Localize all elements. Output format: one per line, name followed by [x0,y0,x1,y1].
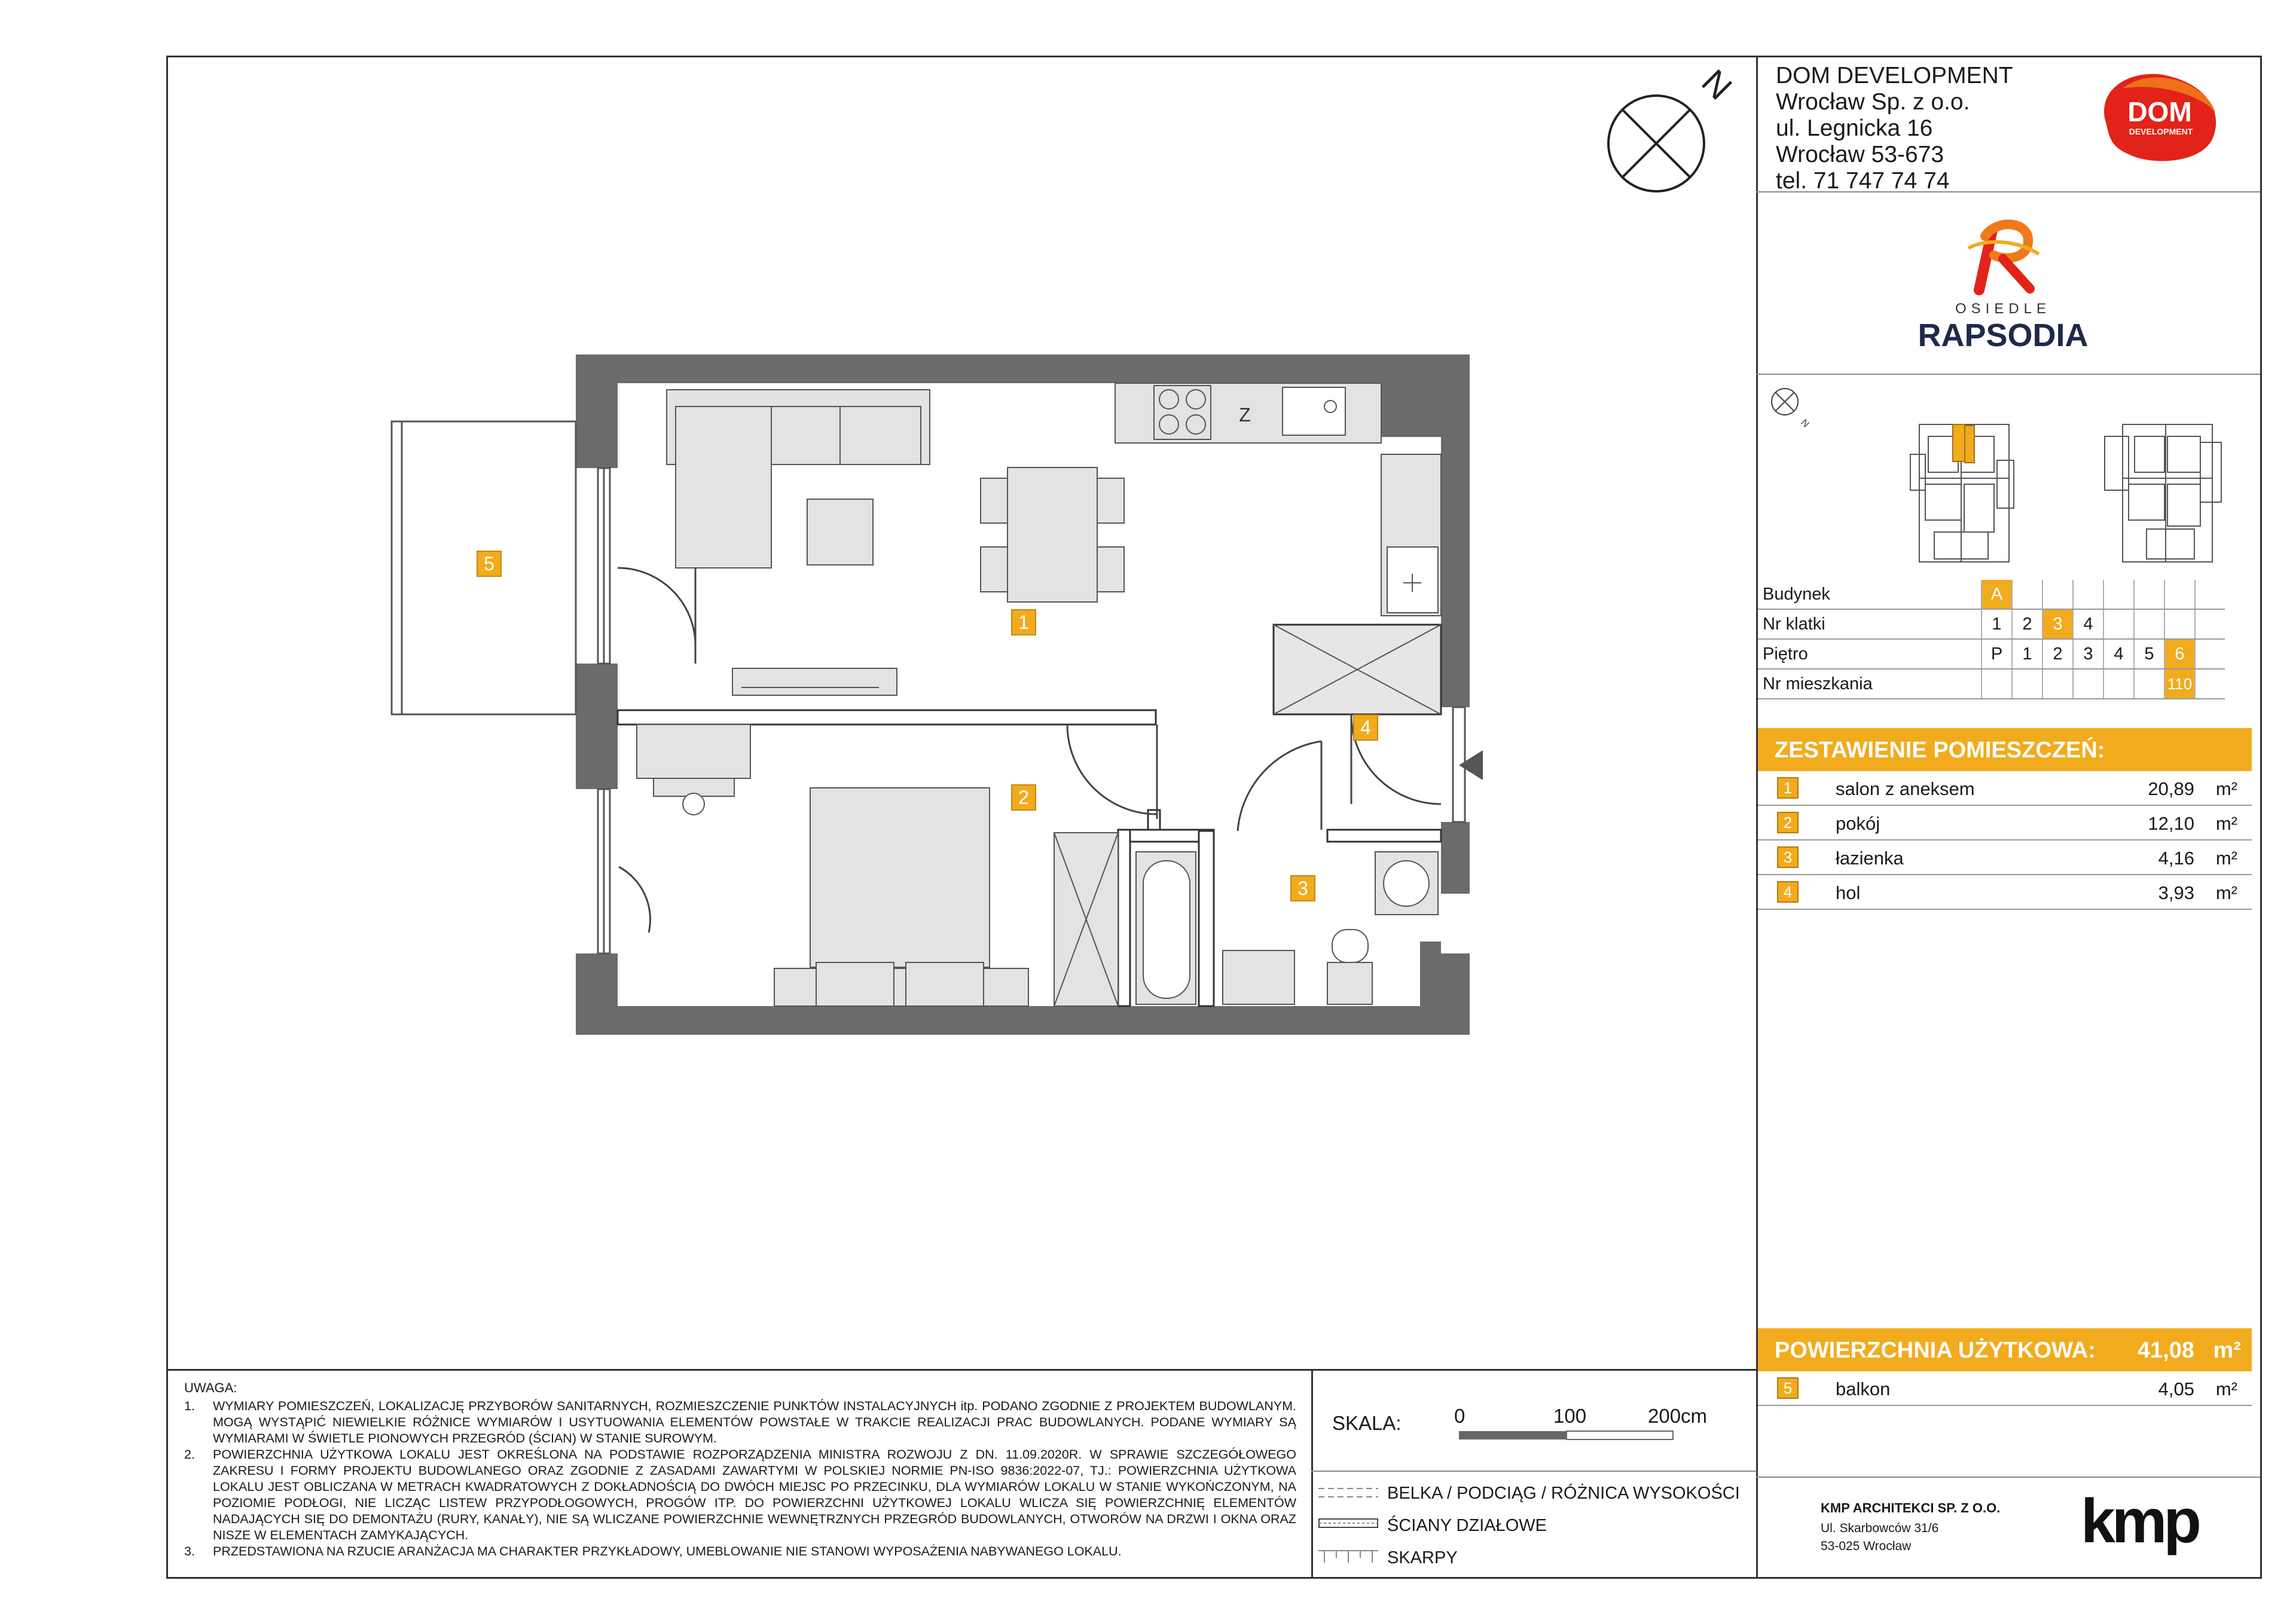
logo-dom-text: DOM [2127,96,2192,127]
dom-development-logo [2087,65,2230,166]
notes-divider [166,1369,1757,1371]
balcony-unit: m² [2215,1379,2237,1399]
floor-cell-3: 3 [2073,639,2103,669]
stair-cell-1: 1 [1981,609,2012,639]
room-badge: 4 [1777,881,1799,903]
note-number: 1. [184,1399,195,1413]
room-name: salon z aneksem [1836,778,1975,799]
usable-area-value: 41,08 [2137,1338,2194,1363]
floor-cell-2: 2 [2042,639,2073,669]
flat-number-cell: 110 [2164,669,2195,699]
usable-area-unit: m² [2213,1338,2241,1363]
scale-label: SKALA: [1332,1412,1402,1434]
room-badge: 1 [1777,777,1799,799]
room-area: 12,10 [2148,813,2194,834]
estate-divider [1756,374,2260,375]
stair-cell-4: 4 [2073,609,2103,639]
room-unit: m² [2215,848,2237,869]
stair-cell-2: 2 [2012,609,2042,639]
scale-tick-100: 100 [1553,1405,1587,1427]
room-3-badge: 3 [1290,875,1315,901]
room-name: pokój [1836,813,1880,834]
note-text: POWIERZCHNIA UŻYTKOWA LOKALU JEST OKREŚLONA NA PODSTAWIE ROZPORZĄDZENIA MINISTRA ROZWOJU Z DN. 11.09.2020R. W SPRAWIE SZCZEGÓŁOWEGO ZAKRESU I FORMY PROJEKTU BUDOWLANEGO ORAZ ZGODNIE Z ZASADAMI ZAWARTYMI W POLSKIEJ NORMIE PN-ISO 9836:2022-07, TJ.: POWIERZCHNIA UŻYTKOWA LOKALU JEST OBLICZANA W METRACH KWADRATOWYCH Z DOKŁADNOŚCIĄ DO DWÓCH MIEJSC PO PRZECINKU, DLA WYMIARÓW LOKALU W STANIE WYKOŃCZONYM, NA POZIOMIE PODŁOGI, NIE LICZĄC LISTEW PRZYPODŁOGOWYCH, PROGÓW ITP. DO POWIERZCHNI UŻYTKOWEJ LOKALU WLICZA SIĘ POWIERZCHNIĘ ELEMENTÓW NADAJĄCYCH SIĘ DO DEMONTAŻU (RURY, KANAŁY), NIE SĄ WLICZANE POWIERZCHNIE WEWNĘTRZNYCH PRZEGRÓD BUDOWLANYCH, OTWORÓW NA DRZWI I OKNA ORAZ NISZE W ELEMENTACH ZAMYKAJĄCYCH. [213,1447,1296,1542]
notes-heading: UWAGA: [184,1380,237,1395]
building-row [1758,580,2225,609]
company-city: Wrocław 53-673 [1776,142,1944,167]
room-area: 20,89 [2148,778,2194,799]
floor-cell-1: 1 [2012,639,2042,669]
balcony-badge: 5 [1777,1377,1799,1399]
estate-label: OSIEDLE [1955,301,2051,317]
legend-beam-text: BELKA / PODCIĄG / RÓŻNICA WYSOKOŚCI [1387,1484,1740,1503]
legend-slopes-symbol [1318,1548,1378,1564]
room-badge: 2 [1777,812,1799,833]
room-row [1758,840,2252,875]
room-badge: 3 [1777,846,1799,868]
legend-beam-symbol [1318,1484,1378,1502]
flat-row [1758,669,2225,699]
floor-cell-5: 5 [2134,639,2164,669]
architect-name: KMP ARCHITEKCI SP. Z O.O. [1821,1500,2001,1515]
balcony-name: balkon [1836,1379,1891,1399]
note-text: WYMIARY POMIESZCZEŃ, LOKALIZACJĘ PRZYBORÓW SANITARNYCH, ROZMIESZCZENIE PUNKTÓW INSTALACYJNYCH itp. PODANO ZGODNIE Z PROJEKTEM BUDOWLANYM. MOGĄ WYSTĄPIĆ NIEWIELKIE RÓŻNICE WYMIARÓW I USYTUOWANIA ELEMENTÓW POWSTAŁE W TRAKCIE REALIZACJI PRAC BUDOWLANYCH. PODANE WYMIARY SĄ WYMIARAMI W ŚWIETLE PIONOWYCH PRZEGRÓD (ŚCIAN) W STANIE SUROWYM. [213,1399,1296,1445]
company-address [1776,63,2013,194]
note-number: 3. [184,1544,195,1558]
balcony-row [1758,1371,2252,1406]
rooms-header-text: ZESTAWIENIE POMIESZCZEŃ: [1775,738,2105,763]
building-label: Budynek [1758,580,1981,609]
estate-name: RAPSODIA [1918,317,2089,353]
company-name: DOM DEVELOPMENT [1776,63,2013,88]
stair-row [1758,609,2225,639]
room-area: 3,93 [2158,882,2194,903]
key-plan-floor-b [2099,418,2224,565]
stair-cell-3: 3 [2042,609,2073,639]
company-street: ul. Legnicka 16 [1776,115,1933,141]
key-plan-floor-a [1907,418,2015,565]
usable-area-bar [1758,1328,2252,1371]
note-item [184,1447,1296,1543]
kmp-logo: kmp [2081,1487,2198,1556]
room-unit: m² [2215,813,2237,834]
room-row [1758,875,2252,910]
room-row [1758,771,2252,806]
room-unit: m² [2215,882,2237,903]
legend-walls-text: ŚCIANY DZIAŁOWE [1387,1516,1547,1535]
note-item [184,1398,1296,1447]
company-line2: Wrocław Sp. z o.o. [1776,89,1970,115]
room-name: łazienka [1836,848,1904,869]
stair-label: Nr klatki [1758,609,1981,639]
svg-text:N: N [1799,417,1811,430]
north-compass-icon [1602,60,1740,197]
compass-letter: N [1694,62,1739,108]
floor-label: Piętro [1758,639,1981,669]
scale-legend-divider [1311,1471,1757,1472]
balcony-area: 4,05 [2158,1379,2194,1399]
usable-area-label: POWIERZCHNIA UŻYTKOWA: [1775,1338,2096,1363]
note-number: 2. [184,1447,195,1462]
legend-slopes-text: SKARPY [1387,1548,1458,1567]
room-1-badge: 1 [1011,609,1036,635]
legend-walls-symbol [1318,1517,1378,1530]
architect-city: 53-025 Wrocław [1821,1539,1912,1553]
room-area: 4,16 [2158,848,2194,869]
location-table [1758,580,2225,699]
note-item [184,1543,1296,1560]
logo-development-text: DEVELOPMENT [2129,127,2193,136]
note-text: PRZEDSTAWIONA NA RZUCIE ARANŻACJA MA CHARAKTER PRZYKŁADOWY, UMEBLOWANIE NIE STANOWI WYPOSAŻENIA NABYWANEGO LOKALU. [213,1544,1122,1558]
architect-divider [1756,1477,2260,1478]
rooms-header [1758,728,2252,771]
floor-plan [383,347,1495,1040]
rapsodia-logo-mark [1961,212,2045,296]
company-phone: tel. 71 747 74 74 [1776,168,1950,194]
floor-row [1758,639,2225,669]
building-cell-a: A [1981,580,2012,609]
scale-tick-0: 0 [1454,1405,1465,1427]
floor-cell-6: 6 [2164,639,2195,669]
scale-tick-200: 200cm [1648,1405,1708,1427]
room-row [1758,806,2252,840]
room-4-badge: 4 [1353,714,1378,741]
room-5-badge: 5 [477,551,502,577]
mini-compass-icon [1767,383,1815,430]
architect-street: Ul. Skarbowców 31/6 [1821,1521,1939,1535]
scale-divider [1311,1369,1313,1579]
floor-cell-p: P [1981,639,2012,669]
flat-label: Nr mieszkania [1758,669,1981,699]
room-name: hol [1836,882,1861,903]
room-2-badge: 2 [1011,784,1036,811]
fridge-label: Z [1239,404,1251,426]
floor-cell-4: 4 [2103,639,2134,669]
scale-bar [1459,1429,1674,1443]
notes-block [184,1380,1296,1560]
room-unit: m² [2215,778,2237,799]
